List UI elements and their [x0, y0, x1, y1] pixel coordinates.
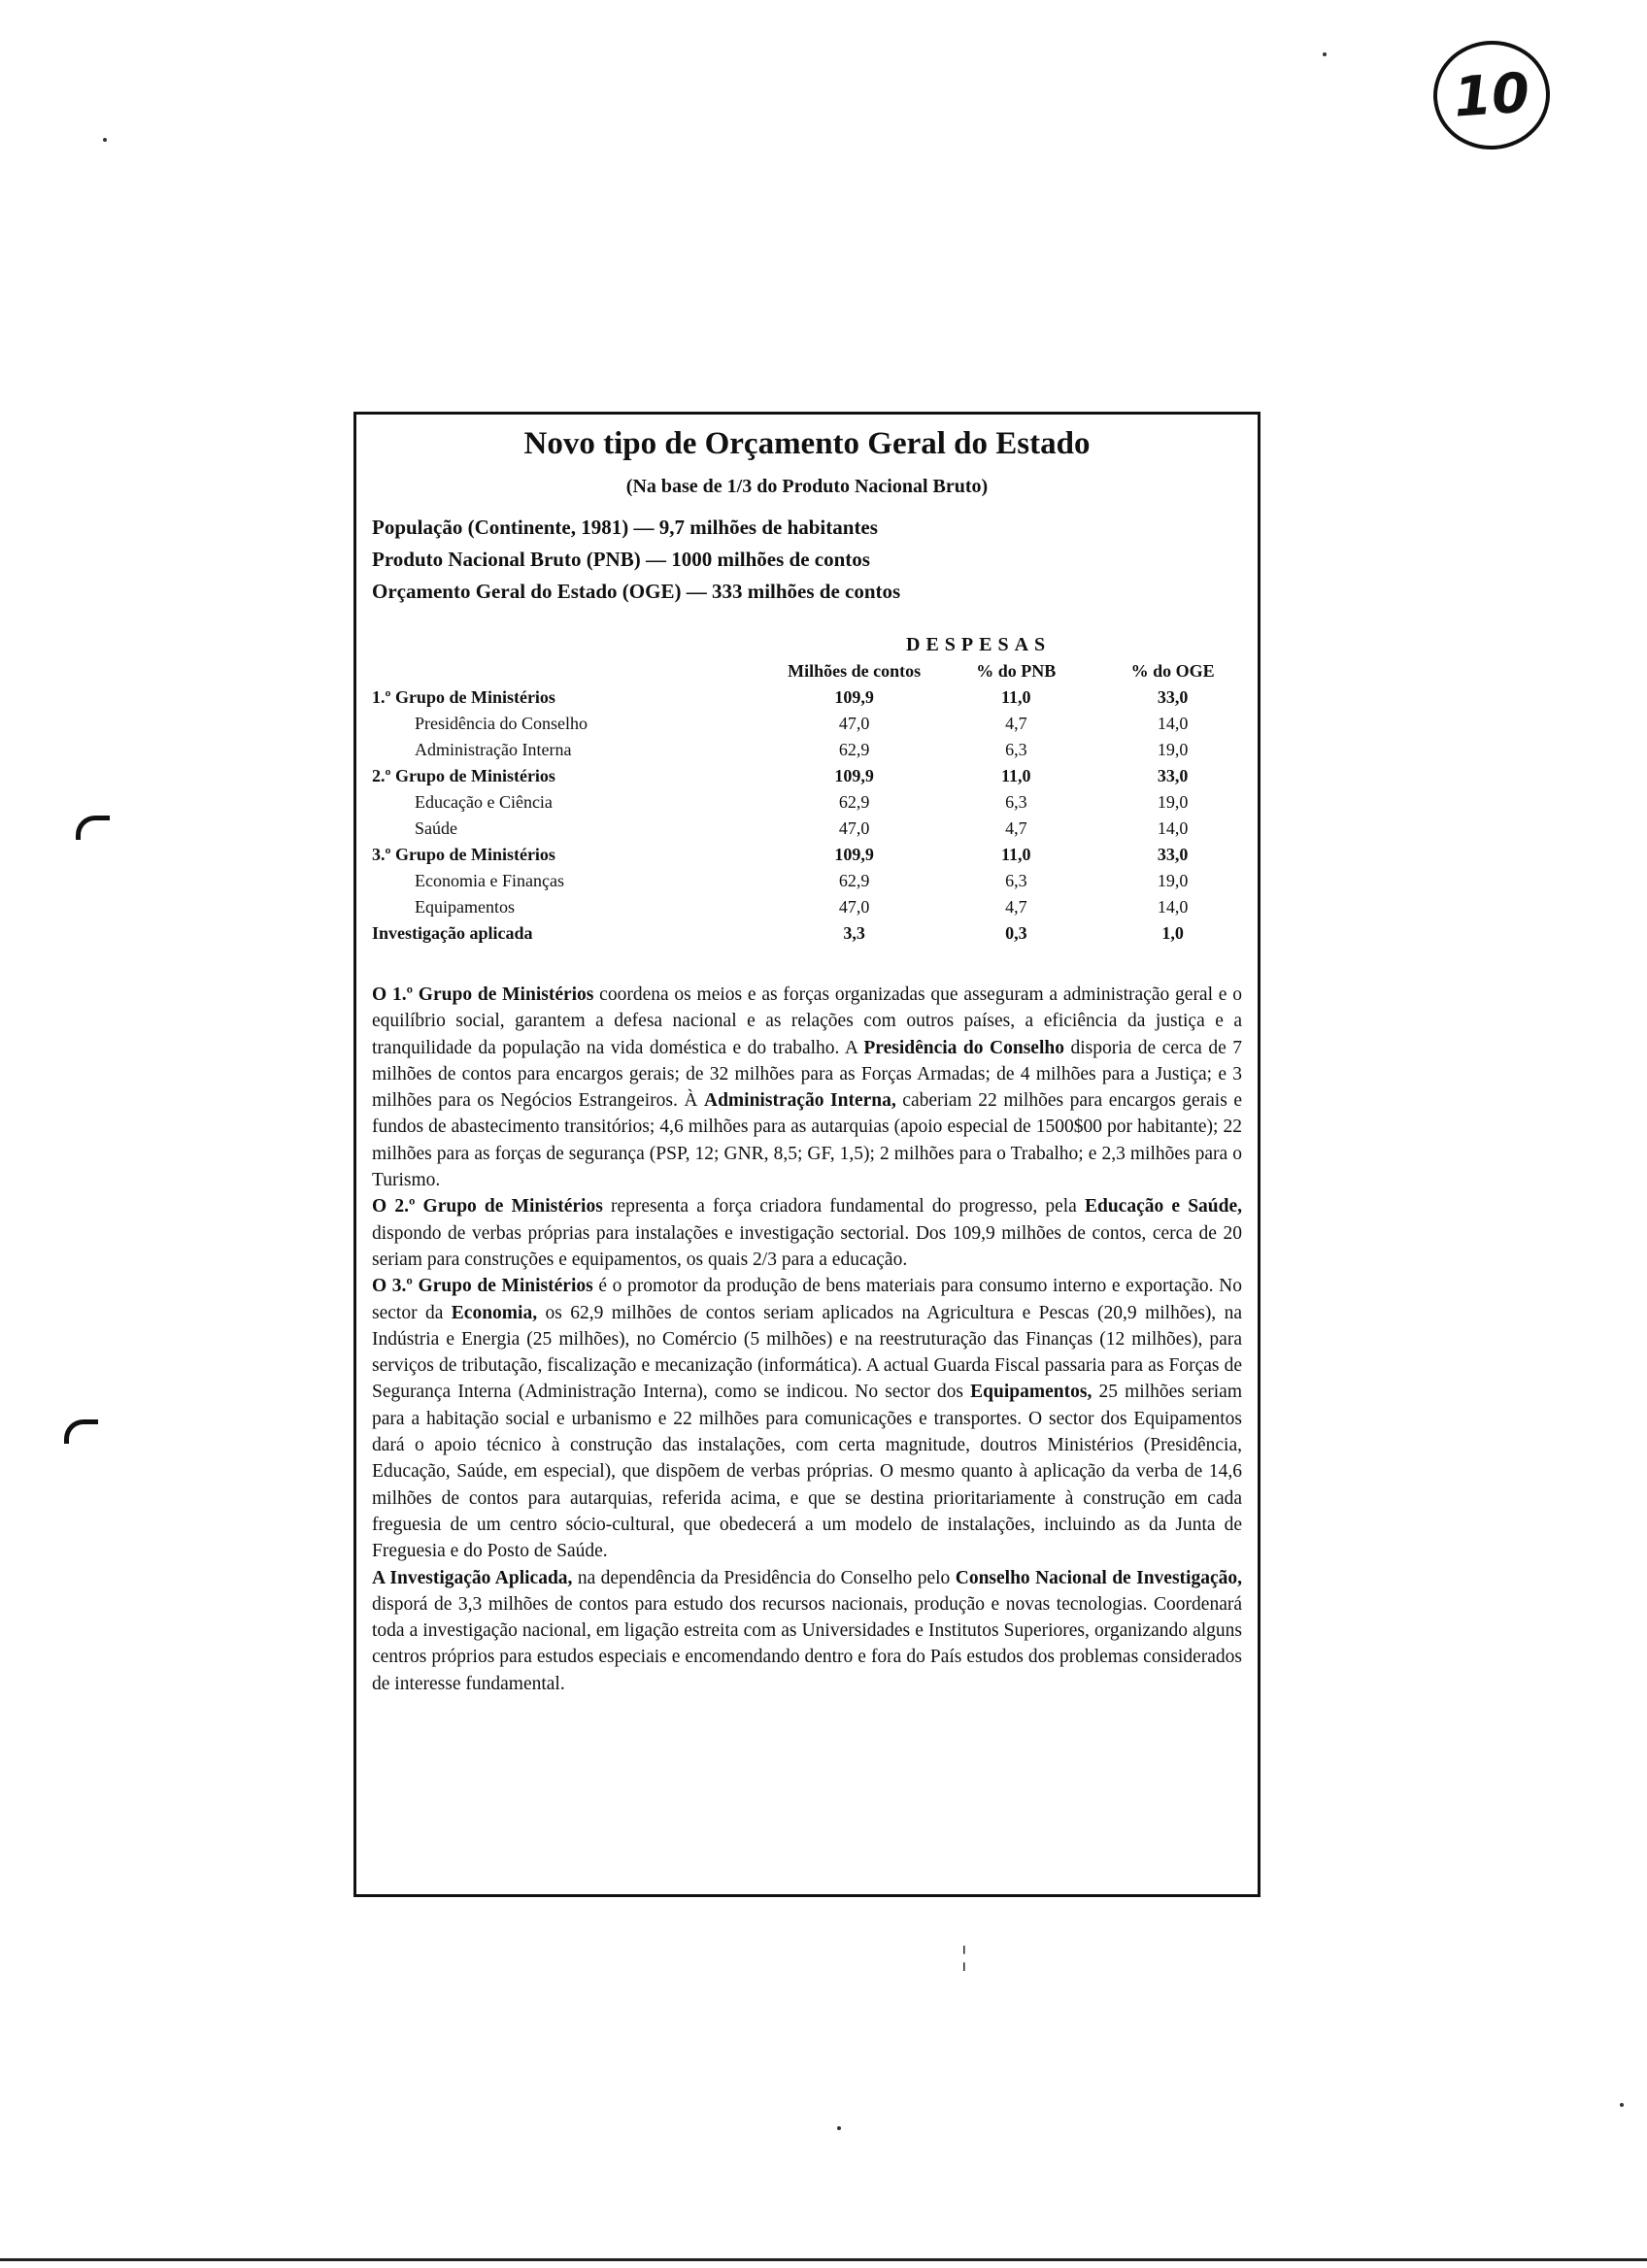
paragraph — [372, 1273, 1242, 1564]
table-header-oge: % do OGE — [1130, 661, 1215, 681]
row-label: 2.º Grupo de Ministérios — [372, 766, 555, 785]
cell-oge: 19,0 — [1157, 792, 1189, 812]
paragraph — [372, 1565, 1242, 1697]
table-header-row — [372, 658, 1256, 684]
row-label: Investigação aplicada — [372, 923, 533, 943]
text-run: coordena os meios e as forças organizadas que asseguram a administração geral e o equilíbrio social, garantem a defesa nacional e as relações com outros países, a eficiência da justiça e a tranquilidade da população na vida doméstica e do trabalho. A — [372, 984, 1242, 1058]
bold-phrase: Economia, — [451, 1302, 538, 1323]
cell-oge: 33,0 — [1157, 766, 1189, 785]
scan-speck — [103, 138, 107, 142]
table-row — [372, 789, 1256, 816]
cell-oge: 14,0 — [1157, 714, 1189, 733]
text-run: caberiam 22 milhões para encargos gerais e fundos de abastecimento transitórios; 4,6 milhões para as autarquias (apoio especial de 1500$00 por habitante); 22 milhões para as forças de segurança (PSP, 12; GNR, 8,5; GF, 1,5); 2 milhões para o Trabalho; e 2,3 milhões para o Turismo. — [372, 1090, 1242, 1191]
margin-mark — [76, 816, 110, 840]
cell-oge: 19,0 — [1157, 871, 1189, 890]
cell-pnb: 11,0 — [1001, 687, 1031, 707]
table-header-empty — [372, 658, 766, 684]
bold-phrase: Equipamentos, — [970, 1382, 1092, 1403]
cell-pnb: 4,7 — [1005, 818, 1027, 838]
scan-speck — [1323, 52, 1327, 56]
table-row — [372, 737, 1256, 763]
body-text — [372, 982, 1242, 1697]
cell-pnb: 11,0 — [1001, 845, 1031, 864]
cell-oge: 1,0 — [1161, 923, 1184, 943]
paragraph — [372, 1193, 1242, 1273]
row-label: Presidência do Conselho — [415, 714, 588, 733]
cell-pnb: 0,3 — [1005, 923, 1027, 943]
row-label: Saúde — [415, 818, 457, 838]
cell-oge: 33,0 — [1157, 845, 1189, 864]
table-row — [372, 763, 1256, 789]
cell-milhoes: 62,9 — [838, 740, 870, 759]
cell-oge: 33,0 — [1157, 687, 1189, 707]
fact-pnb: Produto Nacional Bruto (PNB) — 1000 milhões de contos — [372, 548, 870, 571]
text-run: é o promotor da produção de bens materiais para consumo interno e exportação. No sector da — [372, 1276, 1242, 1323]
cell-milhoes: 62,9 — [838, 871, 870, 890]
scan-speck — [837, 2126, 841, 2130]
table-row — [372, 816, 1256, 842]
page-number-stamp — [1429, 37, 1554, 153]
page-number: 10 — [1451, 60, 1532, 130]
facts-list — [372, 512, 1242, 608]
cell-milhoes: 47,0 — [838, 818, 870, 838]
bold-phrase: Presidência do Conselho — [863, 1037, 1064, 1058]
row-label: 1.º Grupo de Ministérios — [372, 687, 555, 707]
text-run: disporá de 3,3 milhões de contos para estudo dos recursos nacionais, produção e novas tecnologias. Coordenará toda a investigação nacional, em ligação estreita com as Universidades e Institutos Superiores, organizando alguns centros próprios para estudos especiais e encomendando dentro e fora do País estudos dos problemas considerados de interesse fundamental. — [372, 1593, 1242, 1694]
cell-milhoes: 109,9 — [834, 687, 874, 707]
margin-mark — [64, 1419, 98, 1444]
cell-milhoes: 47,0 — [838, 714, 870, 733]
fact-population: População (Continente, 1981) — 9,7 milhões de habitantes — [372, 516, 878, 539]
table-row — [372, 894, 1256, 920]
row-label: Administração Interna — [415, 740, 572, 759]
cell-pnb: 11,0 — [1001, 766, 1031, 785]
bold-phrase: O 3.º Grupo de Ministérios — [372, 1276, 593, 1297]
budget-box — [353, 412, 1260, 1897]
table-header-pnb: % do PNB — [976, 661, 1057, 681]
bold-phrase: O 1.º Grupo de Ministérios — [372, 984, 594, 1005]
cell-milhoes: 62,9 — [838, 792, 870, 812]
text-run: 25 milhões seriam para a habitação social e urbanismo e 22 milhões para comunicações e transportes. O sector dos Equipamentos dará o apoio técnico à construção das instalações, com certa magnitude, doutros Ministérios (Presidência, Educação, Saúde, em especial), que dispõem de verbas próprias. O mesmo quanto à aplicação da verba de 14,6 milhões de contos para autarquias, referida acima, e que se destina prioritariamente à construção em cada freguesia de um centro sócio-cultural, que obedecerá a um modelo de instalações, incluindo as da Junta de Freguesia e do Posto de Saúde. — [372, 1382, 1243, 1562]
cell-pnb: 6,3 — [1005, 792, 1027, 812]
cell-pnb: 6,3 — [1005, 740, 1027, 759]
text-run: dispondo de verbas próprias para instalações e investigação sectorial. Dos 109,9 milhões de contos, cerca de 20 seriam para construções e equipamentos, os quais 2/3 para a educação. — [372, 1222, 1242, 1270]
bold-phrase: Educação e Saúde, — [1084, 1196, 1243, 1217]
bold-phrase: O 2.º Grupo de Ministérios — [372, 1196, 603, 1217]
text-run: representa a força criadora fundamental do progresso, pela — [602, 1196, 1085, 1217]
page-title: Novo tipo de Orçamento Geral do Estado — [523, 426, 1091, 461]
fact-oge: Orçamento Geral do Estado (OGE) — 333 milhões de contos — [372, 580, 901, 603]
cell-oge: 14,0 — [1157, 818, 1189, 838]
table-row — [372, 684, 1256, 711]
table-row — [372, 868, 1256, 894]
table-header-milhoes: Milhões de contos — [788, 661, 922, 681]
decorative-mark: ¦ — [961, 1942, 967, 1972]
row-label: 3.º Grupo de Ministérios — [372, 845, 555, 864]
row-label: Educação e Ciência — [415, 792, 553, 812]
table-row — [372, 711, 1256, 737]
cell-pnb: 4,7 — [1005, 714, 1027, 733]
cell-milhoes: 109,9 — [834, 766, 874, 785]
despesas-heading: DESPESAS — [906, 634, 1052, 655]
row-label: Economia e Finanças — [415, 871, 564, 890]
table-row — [372, 920, 1256, 947]
text-run: na dependência da Presidência do Conselho pelo — [572, 1567, 956, 1588]
table-body — [372, 684, 1256, 947]
cell-milhoes: 47,0 — [838, 897, 870, 917]
text-run: disporia de cerca de 7 milhões de contos para encargos gerais; de 32 milhões para as Forças Armadas; de 4 milhões para a Justiça; e 3 milhões para os Negócios Estrangeiros. À — [372, 1037, 1242, 1112]
subtitle: (Na base de 1/3 do Produto Nacional Bruto) — [625, 476, 989, 497]
paragraph — [372, 982, 1242, 1193]
cell-milhoes: 3,3 — [843, 923, 865, 943]
bold-phrase: A Investigação Aplicada, — [372, 1567, 573, 1588]
cell-oge: 19,0 — [1157, 740, 1189, 759]
scan-speck — [1620, 2103, 1624, 2107]
bottom-rule — [0, 2258, 1647, 2261]
cell-pnb: 6,3 — [1005, 871, 1027, 890]
budget-table — [372, 658, 1256, 947]
cell-oge: 14,0 — [1157, 897, 1189, 917]
cell-pnb: 4,7 — [1005, 897, 1027, 917]
bold-phrase: Administração Interna, — [704, 1090, 896, 1112]
text-run: os 62,9 milhões de contos seriam aplicados na Agricultura e Pescas (20,9 milhões), na Indústria e Energia (25 milhões), no Comércio (5 milhões) e na reestruturação das Finanças (12 milhões), para serviços de tributação, fiscalização e mecanização (informática). A actual Guarda Fiscal passaria para as Forças de Segurança Interna (Administração Interna), como se indicou. No sector dos — [372, 1302, 1243, 1403]
bold-phrase: Conselho Nacional de Investigação, — [955, 1567, 1242, 1588]
cell-milhoes: 109,9 — [834, 845, 874, 864]
table-row — [372, 842, 1256, 868]
row-label: Equipamentos — [415, 897, 515, 917]
